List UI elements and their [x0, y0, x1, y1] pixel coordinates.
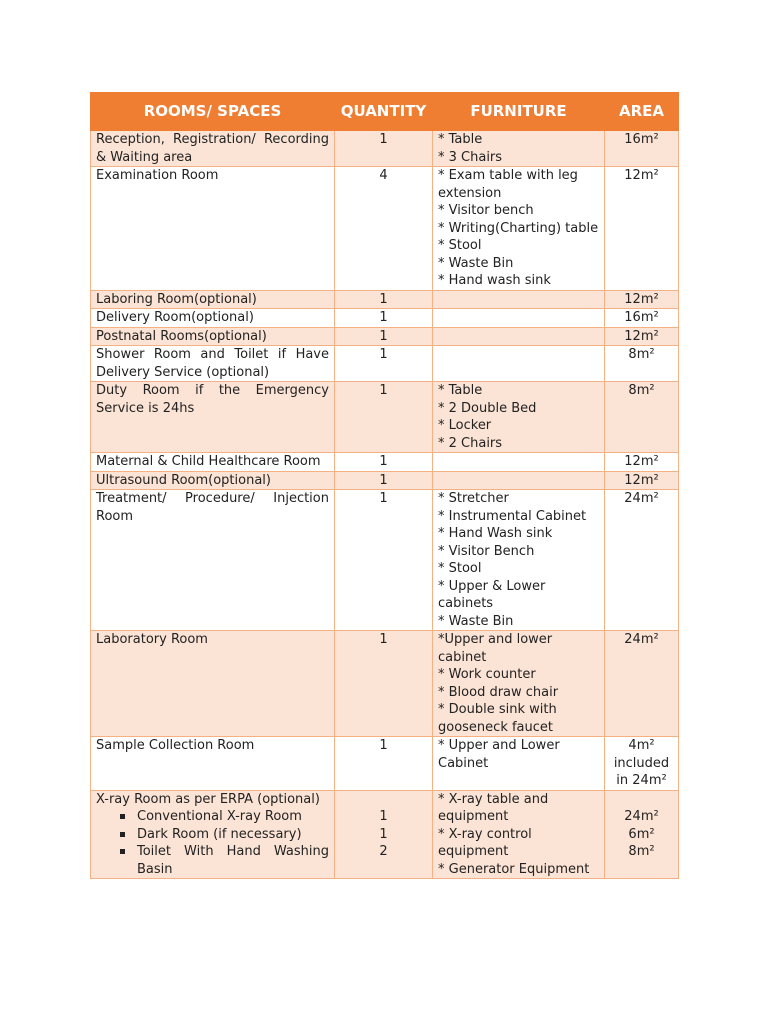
area-cell: 12m² [605, 453, 679, 472]
area-cell: 8m² [605, 346, 679, 382]
xray-sub-item [96, 826, 329, 844]
quantity-cell: 1 [335, 290, 433, 309]
area-cell: 12m² [605, 327, 679, 346]
furniture-cell: * Table * 2 Double Bed * Locker * 2 Chairs [433, 382, 605, 453]
table-row [91, 131, 679, 167]
room-cell: Shower Room and Toilet if Have Delivery Service (optional) [91, 346, 335, 382]
room-cell: Ultrasound Room(optional) [91, 471, 335, 490]
header-rooms: ROOMS/ SPACES [91, 93, 335, 131]
room-cell: Duty Room if the Emergency Service is 24hs [91, 382, 335, 453]
area-cell: 12m² [605, 471, 679, 490]
table-row [91, 471, 679, 490]
header-area: AREA [605, 93, 679, 131]
table-row [91, 309, 679, 328]
area-cell: 12m² [605, 167, 679, 291]
area-cell: 4m² included in 24m² [605, 737, 679, 791]
bullet-square-icon [120, 849, 125, 854]
xray-sub-label: Dark Room (if necessary) [137, 826, 302, 842]
bullet-square-icon [120, 832, 125, 837]
area-cell: 16m² [605, 131, 679, 167]
xray-sub-item [96, 843, 329, 878]
table-row [91, 167, 679, 291]
quantity-cell: 1 [335, 309, 433, 328]
furniture-cell: * Exam table with leg extension * Visitor bench * Writing(Charting) table * Stool * Waste Bin * Hand wash sink [433, 167, 605, 291]
table-row [91, 453, 679, 472]
area-cell: 24m² [605, 490, 679, 631]
table-row [91, 327, 679, 346]
xray-sub-label: Toilet With Hand Washing Basin [137, 844, 329, 877]
table-body [91, 131, 679, 879]
xray-sub-area: 6m² [628, 826, 655, 842]
table-row-xray [91, 790, 679, 879]
area-cell: 12m² [605, 290, 679, 309]
xray-sub-label: Conventional X-ray Room [137, 809, 302, 824]
quantity-cell: 1 [335, 737, 433, 791]
xray-sub-quantity: 2 [379, 844, 388, 859]
area-cell [605, 790, 679, 879]
room-cell: Postnatal Rooms(optional) [91, 327, 335, 346]
quantity-cell: 1 [335, 631, 433, 737]
room-cell: Reception, Registration/ Recording & Waiting area [91, 131, 335, 167]
table-row [91, 382, 679, 453]
room-cell: Laboring Room(optional) [91, 290, 335, 309]
quantity-cell: 1 [335, 346, 433, 382]
table-row [91, 346, 679, 382]
furniture-cell [433, 471, 605, 490]
furniture-cell: * Table * 3 Chairs [433, 131, 605, 167]
furniture-cell [433, 327, 605, 346]
bullet-square-icon [120, 814, 125, 819]
furniture-cell [433, 346, 605, 382]
xray-room-title: X-ray Room as per ERPA (optional) [96, 791, 320, 807]
xray-sub-item [96, 808, 329, 826]
quantity-cell [335, 790, 433, 879]
quantity-cell: 1 [335, 382, 433, 453]
xray-sub-quantity: 1 [379, 826, 388, 842]
header-quantity: QUANTITY [335, 93, 433, 131]
table-header-row [91, 93, 679, 131]
header-furniture: FURNITURE [433, 93, 605, 131]
table-row [91, 631, 679, 737]
room-cell: Examination Room [91, 167, 335, 291]
xray-sub-area: 24m² [624, 809, 659, 824]
furniture-cell [433, 309, 605, 328]
room-cell: Sample Collection Room [91, 737, 335, 791]
quantity-cell: 4 [335, 167, 433, 291]
xray-sub-quantity: 1 [379, 809, 388, 824]
furniture-cell: * X-ray table and equipment * X-ray control equipment * Generator Equipment [433, 790, 605, 879]
furniture-cell: * Upper and Lower Cabinet [433, 737, 605, 791]
furniture-cell [433, 290, 605, 309]
quantity-cell: 1 [335, 471, 433, 490]
room-cell: Laboratory Room [91, 631, 335, 737]
furniture-cell [433, 453, 605, 472]
quantity-cell: 1 [335, 327, 433, 346]
table-row [91, 490, 679, 631]
area-cell: 8m² [605, 382, 679, 453]
furniture-cell: *Upper and lower cabinet * Work counter * Blood draw chair * Double sink with gooseneck faucet [433, 631, 605, 737]
furniture-cell: * Stretcher * Instrumental Cabinet * Hand Wash sink * Visitor Bench * Stool * Upper & Lower cabinets * Waste Bin [433, 490, 605, 631]
room-cell: Delivery Room(optional) [91, 309, 335, 328]
rooms-table [90, 92, 679, 879]
quantity-cell: 1 [335, 490, 433, 631]
table-row [91, 737, 679, 791]
table-row [91, 290, 679, 309]
area-cell: 24m² [605, 631, 679, 737]
area-cell: 16m² [605, 309, 679, 328]
quantity-cell: 1 [335, 453, 433, 472]
room-cell [91, 790, 335, 879]
quantity-cell: 1 [335, 131, 433, 167]
room-cell: Treatment/ Procedure/ Injection Room [91, 490, 335, 631]
xray-sub-area: 8m² [628, 844, 655, 859]
room-cell: Maternal & Child Healthcare Room [91, 453, 335, 472]
